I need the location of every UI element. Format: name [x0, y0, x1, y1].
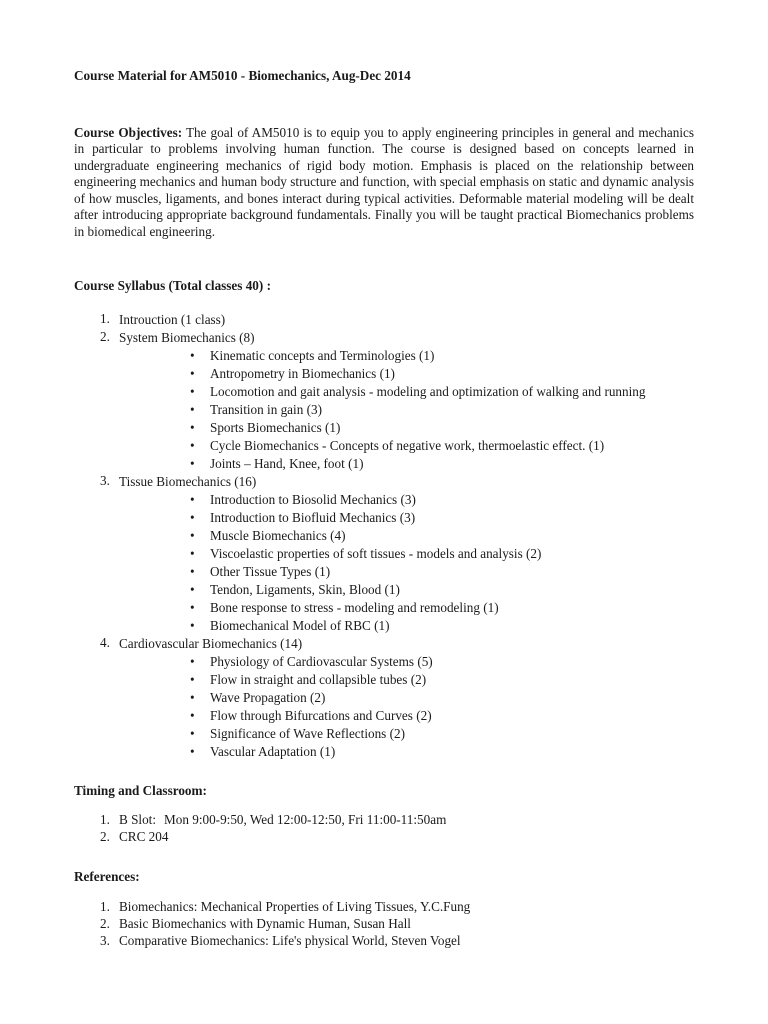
reference-text: Basic Biomechanics with Dynamic Human, Susan Hall: [119, 915, 411, 931]
syllabus-heading: Course Syllabus (Total classes 40) :: [74, 278, 271, 293]
syllabus-subitem: • Kinematic concepts and Terminologies (1): [119, 347, 694, 365]
syllabus-subitem: • Tendon, Ligaments, Skin, Blood (1): [119, 581, 694, 599]
classroom-label: CRC 204: [119, 829, 169, 844]
item-number: 3.: [100, 932, 110, 948]
item-number: 2.: [100, 328, 110, 344]
syllabus-sublist: [119, 653, 694, 761]
timing-item: [74, 811, 694, 828]
syllabus-subitem: • Antropometry in Biomechanics (1): [119, 365, 694, 383]
timing-label: B Slot:: [119, 812, 157, 827]
timing-item: [74, 828, 694, 845]
syllabus-item-label: Cardiovascular Biomechanics (14): [119, 635, 303, 651]
syllabus-item-label: Tissue Biomechanics (16): [119, 473, 257, 489]
syllabus-subitem: • Flow through Bifurcations and Curves (2): [119, 707, 694, 725]
syllabus-subitem: • Significance of Wave Reflections (2): [119, 725, 694, 743]
syllabus-subitem: • Wave Propagation (2): [119, 689, 694, 707]
syllabus-subitem: • Muscle Biomechanics (4): [119, 527, 694, 545]
item-number: 4.: [100, 634, 110, 650]
syllabus-subitem: • Physiology of Cardiovascular Systems (5): [119, 653, 694, 671]
item-number: 3.: [100, 472, 110, 488]
item-number: 1.: [100, 812, 110, 827]
timing-heading: Timing and Classroom:: [74, 782, 207, 798]
syllabus-subitem: • Locomotion and gait analysis - modeling and optimization of walking and running: [119, 383, 694, 401]
item-number: 2.: [100, 915, 110, 931]
timing-list: [74, 811, 694, 845]
syllabus-item: [74, 329, 694, 473]
reference-text: Biomechanics: Mechanical Properties of Living Tissues, Y.C.Fung: [119, 898, 471, 914]
syllabus-subitem: • Biomechanical Model of RBC (1): [119, 617, 694, 635]
syllabus-subitem: • Transition in gain (3): [119, 401, 694, 419]
syllabus-item-label: System Biomechanics (8): [119, 329, 255, 345]
document-page: [74, 68, 694, 949]
syllabus-item: [74, 635, 694, 761]
syllabus-sublist: [119, 491, 694, 635]
document-title: Course Material for AM5010 - Biomechanics, Aug-Dec 2014: [74, 68, 411, 83]
syllabus-subitem: • Vascular Adaptation (1): [119, 743, 694, 761]
syllabus-subitem: • Introduction to Biosolid Mechanics (3): [119, 491, 694, 509]
syllabus-subitem: • Other Tissue Types (1): [119, 563, 694, 581]
reference-item: [74, 932, 694, 949]
reference-item: [74, 898, 694, 915]
syllabus-subitem: • Sports Biomechanics (1): [119, 419, 694, 437]
syllabus-item-label: Introuction (1 class): [119, 311, 226, 327]
syllabus-subitem: • Cycle Biomechanics - Concepts of negative work, thermoelastic effect. (1): [119, 437, 694, 455]
syllabus-item: [74, 473, 694, 635]
reference-item: [74, 915, 694, 932]
syllabus-item: [74, 311, 694, 329]
syllabus-subitem: • Joints – Hand, Knee, foot (1): [119, 455, 694, 473]
syllabus-subitem: • Flow in straight and collapsible tubes (2): [119, 671, 694, 689]
syllabus-subitem: • Viscoelastic properties of soft tissues - models and analysis (2): [119, 545, 694, 563]
timing-text: Mon 9:00-9:50, Wed 12:00-12:50, Fri 11:00-11:50am: [164, 812, 447, 827]
reference-text: Comparative Biomechanics: Life's physical World, Steven Vogel: [119, 932, 461, 948]
references-heading: References:: [74, 869, 140, 884]
item-number: 1.: [100, 898, 110, 914]
syllabus-subitem: • Introduction to Biofluid Mechanics (3): [119, 509, 694, 527]
syllabus-sublist: [119, 347, 694, 473]
objectives-text: The goal of AM5010 is to equip you to apply engineering principles in general and mechanics in particular to problems involving human function. The course is designed based on concepts learned in undergraduate engineering mechanics of rigid body motion. Emphasis is placed on the relationship between engineering mechanics and human body structure and function, with special emphasis on static and dynamic analysis of how muscles, ligaments, and bones interact during typical activities. Deformable material modeling will be dealt after introducing appropriate background fundamentals. Finally you will be taught practical Biomechanics problems in biomedical engineering.: [74, 124, 694, 239]
objectives-label: Course Objectives:: [74, 124, 183, 140]
syllabus-subitem: • Bone response to stress - modeling and remodeling (1): [119, 599, 694, 617]
references-list: [74, 898, 694, 949]
syllabus-list: [74, 311, 694, 761]
item-number: 2.: [100, 829, 110, 844]
course-objectives-paragraph: [74, 125, 694, 241]
item-number: 1.: [100, 310, 110, 326]
